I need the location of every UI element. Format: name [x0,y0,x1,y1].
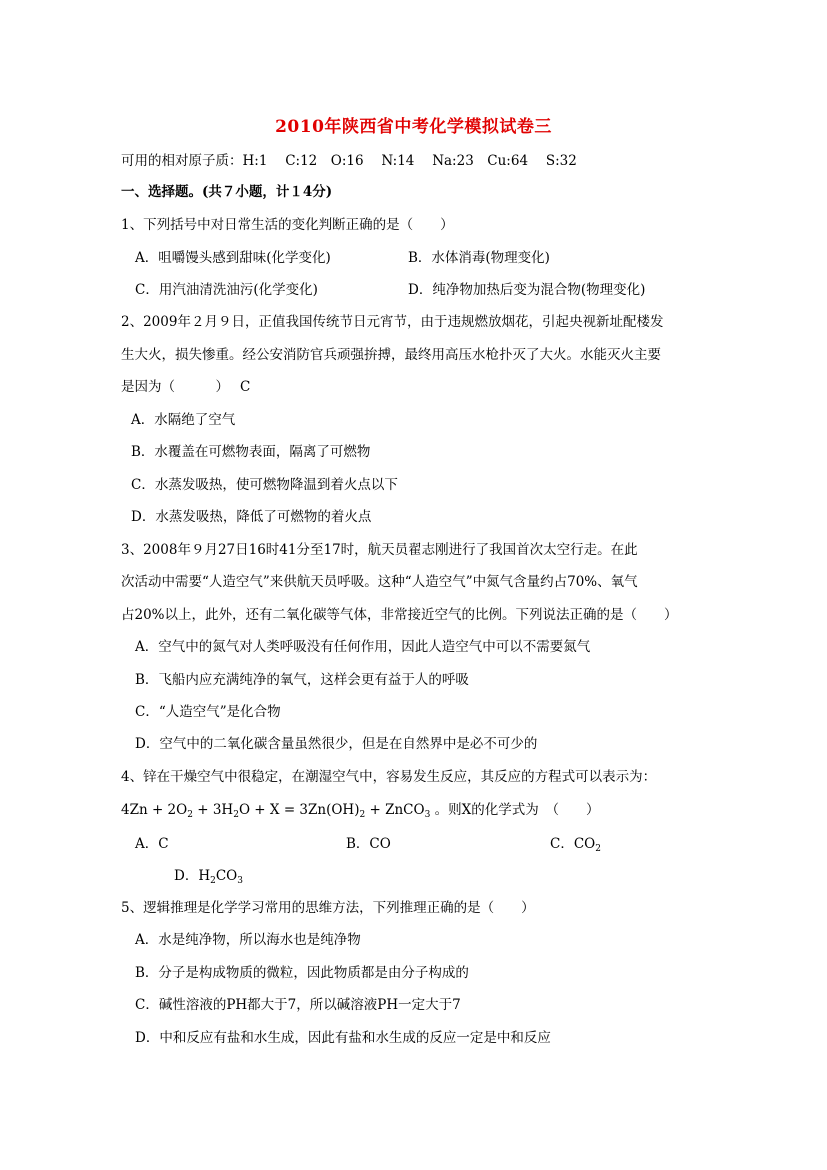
question-2-line-3: 是因为（ ） C [121,379,251,395]
question-1-option-c: C．用汽油清洗油污(化学变化) [135,282,318,298]
question-1-option-a: A．咀嚼馒头感到甜味(化学变化) [135,250,331,266]
question-1-stem: 1、下列括号中对日常生活的变化判断正确的是（ ） [121,217,454,233]
question-5-option-c: C．碱性溶液的PH都大于7，所以碱溶液PH一定大于7 [135,997,461,1013]
question-5-option-a: A．水是纯净物，所以海水也是纯净物 [135,932,361,948]
question-2-line-2: 生大火，损失惨重。经公安消防官兵顽强拚搏，最终用高压水枪扑灭了大火。水能灭火主要 [121,347,661,363]
question-3-line-3: 占20%以上，此外，还有二氧化碳等气体，非常接近空气的比例。下列说法正确的是（ ） [121,607,678,623]
question-4-option-a: A．C [135,836,169,852]
question-3-option-a: A．空气中的氮气对人类呼吸没有任何作用，因此人造空气中可以不需要氮气 [135,639,591,655]
question-2-option-d: D．水蒸发吸热，降低了可燃物的着火点 [131,509,372,525]
question-1-option-b: B．水体消毒(物理变化) [408,250,550,266]
question-3-option-c: C．“人造空气”是化合物 [135,704,281,720]
question-4-equation: $4Zn + 2O_2 + 3H_2O + X = 3Zn(OH)_2$ + ZnCO$_3$ 。则X的化学式为 （ ） [121,802,600,820]
question-2-option-a: A．水隔绝了空气 [131,412,236,428]
question-4-line-1: 4、锌在干燥空气中很稳定，在潮湿空气中，容易发生反应，其反应的方程式可以表示为： [121,769,657,785]
section-heading: 一、选择题。(共７小题，计１4分) [121,184,333,200]
question-2-line-1: 2、2009年２月９日，正值我国传统节日元宵节，由于违规燃放烟花，引起央视新址配楼发 [121,314,664,330]
question-3-line-1: 3、2008年９月27日16时41分至17时，航天员翟志刚进行了我国首次太空行走。在此 [121,542,638,558]
question-3-option-b: B．飞船内应充满纯净的氧气，这样会更有益于人的呼吸 [135,672,469,688]
atomic-masses: 可用的相对原子质：H:1 C:12 O:16 N:14 Na:23 Cu:64 S:32 [121,153,577,169]
question-2-option-b: B．水覆盖在可燃物表面，隔离了可燃物 [131,444,371,460]
question-4-option-d: D．$H_2CO_3$ [174,868,243,886]
question-2-option-c: C．水蒸发吸热，使可燃物降温到着火点以下 [131,477,398,493]
question-5-stem: 5、逻辑推理是化学学习常用的思维方法，下列推理正确的是（ ） [121,900,535,916]
question-3-option-d: D．空气中的二氧化碳含量虽然很少，但是在自然界中是必不可少的 [135,736,538,752]
question-1-option-d: D．纯净物加热后变为混合物(物理变化) [408,282,646,298]
exam-title: 2010年陕西省中考化学模拟试卷三 [275,117,552,137]
question-3-line-2: 次活动中需要“人造空气”来供航天员呼吸。这种“人造空气”中氮气含量约占70%、氧气 [121,574,638,590]
question-4-option-c: C．$CO_2$ [550,836,601,854]
question-4-option-b: B．CO [346,836,391,852]
question-5-option-b: B．分子是构成物质的微粒，因此物质都是由分子构成的 [135,965,469,981]
question-5-option-d: D．中和反应有盐和水生成，因此有盐和水生成的反应一定是中和反应 [135,1030,551,1046]
